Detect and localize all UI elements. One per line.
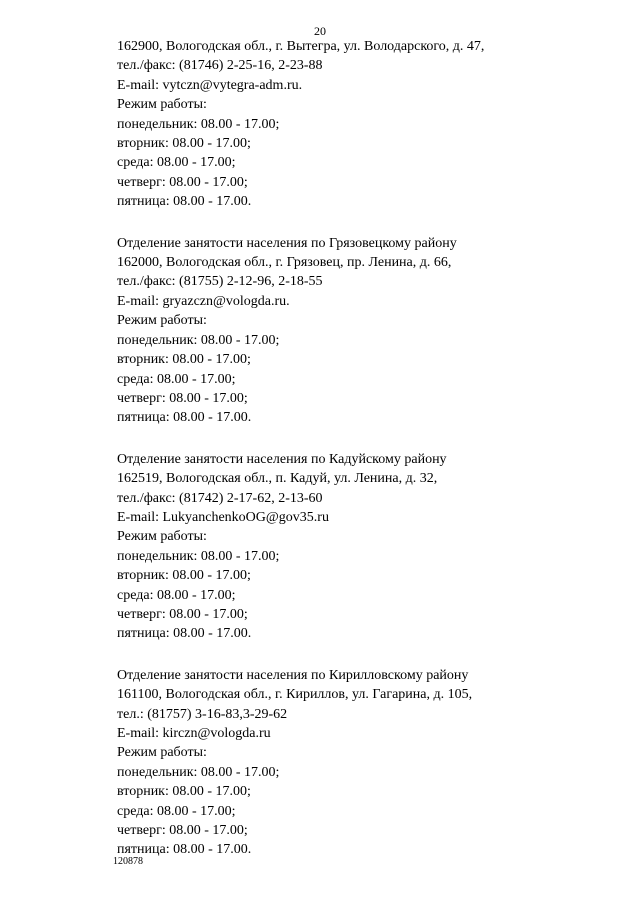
phone-line: тел./факс: (81746) 2-25-16, 2-23-88 <box>117 58 323 74</box>
schedule-wednesday: среда: 08.00 - 17.00; <box>117 803 236 819</box>
office-block-vytegra <box>117 37 617 212</box>
schedule-thursday: четверг: 08.00 - 17.00; <box>117 174 248 190</box>
office-block-kaduy <box>117 450 617 644</box>
office-title: Отделение занятости населения по Кадуйскому району <box>117 451 447 467</box>
schedule-heading: Режим работы: <box>117 97 207 113</box>
schedule-thursday: четверг: 08.00 - 17.00; <box>117 606 248 622</box>
schedule-wednesday: среда: 08.00 - 17.00; <box>117 155 236 171</box>
email-line: E-mail: LukyanchenkoOG@gov35.ru <box>117 509 329 525</box>
address-line: 162900, Вологодская обл., г. Вытегра, ул. Володарского, д. 47, <box>117 39 485 54</box>
schedule-heading: Режим работы: <box>117 745 207 761</box>
schedule-heading: Режим работы: <box>117 313 207 329</box>
schedule-thursday: четверг: 08.00 - 17.00; <box>117 390 248 406</box>
schedule-thursday: четверг: 08.00 - 17.00; <box>117 823 248 839</box>
email-line: E-mail: vytczn@vytegra-adm.ru. <box>117 77 303 93</box>
phone-line: тел./факс: (81755) 2-12-96, 2-18-55 <box>117 274 323 290</box>
document-body <box>117 37 617 882</box>
address-line: 162000, Вологодская обл., г. Грязовец, пр. Ленина, д. 66, <box>117 255 452 271</box>
schedule-tuesday: вторник: 08.00 - 17.00; <box>117 784 251 800</box>
email-line: E-mail: gryazczn@vologda.ru. <box>117 293 290 309</box>
office-title: Отделение занятости населения по Кирилловскому району <box>117 667 469 683</box>
schedule-monday: понедельник: 08.00 - 17.00; <box>117 116 280 132</box>
phone-line: тел./факс: (81742) 2-17-62, 2-13-60 <box>117 490 323 506</box>
email-line: E-mail: kirczn@vologda.ru <box>117 726 271 741</box>
schedule-friday: пятница: 08.00 - 17.00. <box>117 410 252 426</box>
address-line: 161100, Вологодская обл., г. Кириллов, ул. Гагарина, д. 105, <box>117 687 473 703</box>
schedule-tuesday: вторник: 08.00 - 17.00; <box>117 352 251 368</box>
schedule-friday: пятница: 08.00 - 17.00. <box>117 194 252 210</box>
schedule-wednesday: среда: 08.00 - 17.00; <box>117 587 236 603</box>
office-title: Отделение занятости населения по Грязовецкому району <box>117 235 457 251</box>
schedule-monday: понедельник: 08.00 - 17.00; <box>117 548 280 564</box>
address-line: 162519, Вологодская обл., п. Кадуй, ул. Ленина, д. 32, <box>117 471 438 487</box>
schedule-heading: Режим работы: <box>117 529 207 545</box>
schedule-monday: понедельник: 08.00 - 17.00; <box>117 764 280 780</box>
document-code: 120878 <box>113 856 143 867</box>
schedule-tuesday: вторник: 08.00 - 17.00; <box>117 568 251 584</box>
page-number: 20 <box>314 24 326 38</box>
schedule-wednesday: среда: 08.00 - 17.00; <box>117 371 236 387</box>
office-block-gryazovets <box>117 234 617 428</box>
phone-line: тел.: (81757) 3-16-83,3-29-62 <box>117 706 288 722</box>
schedule-friday: пятница: 08.00 - 17.00. <box>117 842 252 858</box>
schedule-tuesday: вторник: 08.00 - 17.00; <box>117 136 251 152</box>
schedule-monday: понедельник: 08.00 - 17.00; <box>117 332 280 348</box>
schedule-friday: пятница: 08.00 - 17.00. <box>117 626 252 642</box>
office-block-kirillov <box>117 666 617 860</box>
